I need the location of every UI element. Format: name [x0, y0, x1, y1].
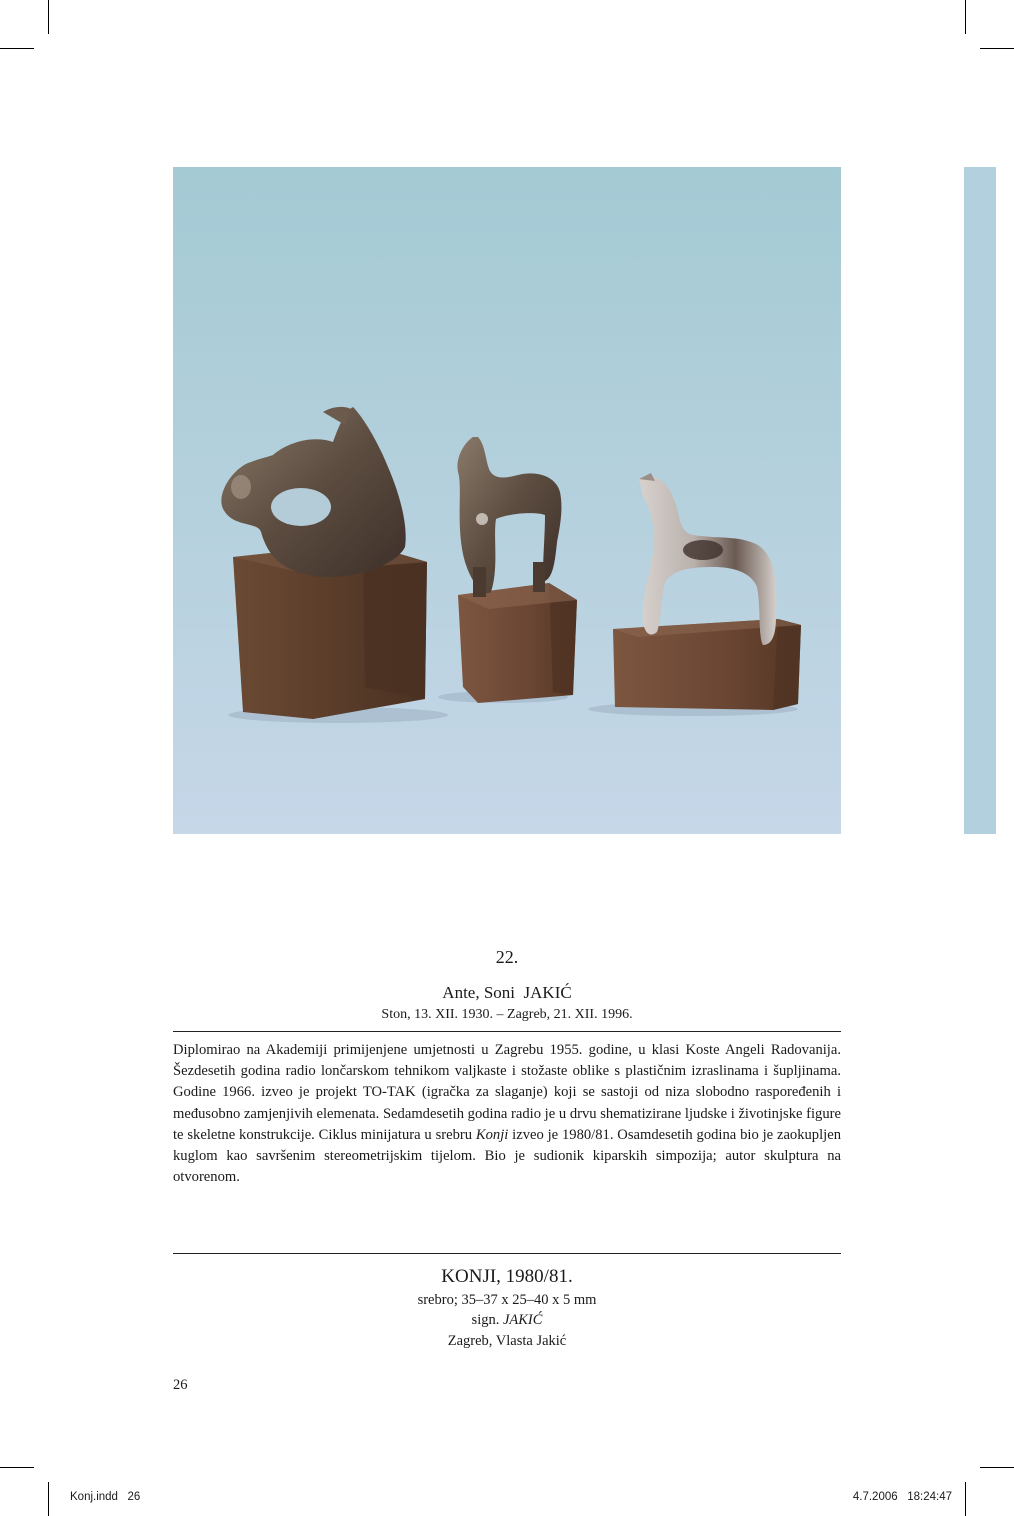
artwork-signature [173, 1311, 841, 1329]
page-number: 26 [173, 1377, 188, 1393]
artist-life-dates: Ston, 13. XII. 1930. – Zagreb, 21. XII. 1996. [381, 1007, 633, 1022]
divider-bottom [173, 1253, 841, 1254]
artwork-location: Zagreb, Vlasta Jakić [447, 1333, 567, 1349]
crop-mark-bottom-right-vertical [965, 1482, 966, 1516]
crop-mark-top-left-vertical [48, 0, 49, 34]
crop-mark-top-right-horizontal [980, 48, 1014, 49]
biography-italic-title: Konji [475, 1126, 509, 1143]
side-tab-marker [964, 167, 996, 834]
signature-prefix: sign. [471, 1312, 503, 1328]
crop-mark-bottom-right-horizontal [980, 1467, 1014, 1468]
sculpture-middle [457, 437, 577, 703]
crop-mark-top-left-horizontal [0, 48, 34, 49]
artwork-title: KONJI, 1980/81. [441, 1266, 573, 1287]
artist-name: Ante, Soni JAKIĆ [442, 983, 572, 1002]
artwork-photo [173, 167, 841, 834]
divider-top [173, 1031, 841, 1032]
crop-mark-bottom-left-horizontal [0, 1467, 34, 1468]
signature-text: JAKIĆ [502, 1312, 543, 1328]
crop-mark-top-right-vertical [965, 0, 966, 34]
sculpture-right [613, 473, 801, 710]
artist-biography [173, 1040, 841, 1188]
footer-file-info: Konj.indd 26 [70, 1491, 141, 1503]
biography-text-2: izveo je 1980/81. Osamdesetih godina bio je zaokupljen kuglom kao savršenim stereometrijskim tijelom. Bio je sudionik kiparskih simpozija; autor skulptura na otvorenom. [173, 1126, 841, 1186]
horse-sculptures-illustration [173, 167, 841, 834]
footer-timestamp: 4.7.2006 18:24:47 [852, 1491, 952, 1503]
sculpture-left [221, 407, 427, 719]
biography-text-1: Diplomirao na Akademiji primijenjene umjetnosti u Zagrebu 1955. godine, u klasi Koste Angeli Radovanija. Šezdesetih godina radio lončarskom tehnikom valjkaste i stožaste oblike s plastičnim izraslinama i šupljinama. Godine 1966. izveo je projekt TO-TAK (igračka za slaganje) koji se sastoji od niza slobodno raspoređenih i međusobno zamjenjivih elemenata. Sedamdesetih godina radio je u drvu shematizirane ljudske i životinjske figure te skeletne konstrukcije. Ciklus minijatura u srebru [173, 1042, 841, 1143]
artwork-medium-dimensions: srebro; 35–37 x 25–40 x 5 mm [417, 1292, 597, 1308]
crop-mark-bottom-left-vertical [48, 1482, 49, 1516]
catalogue-number: 22. [495, 947, 519, 967]
